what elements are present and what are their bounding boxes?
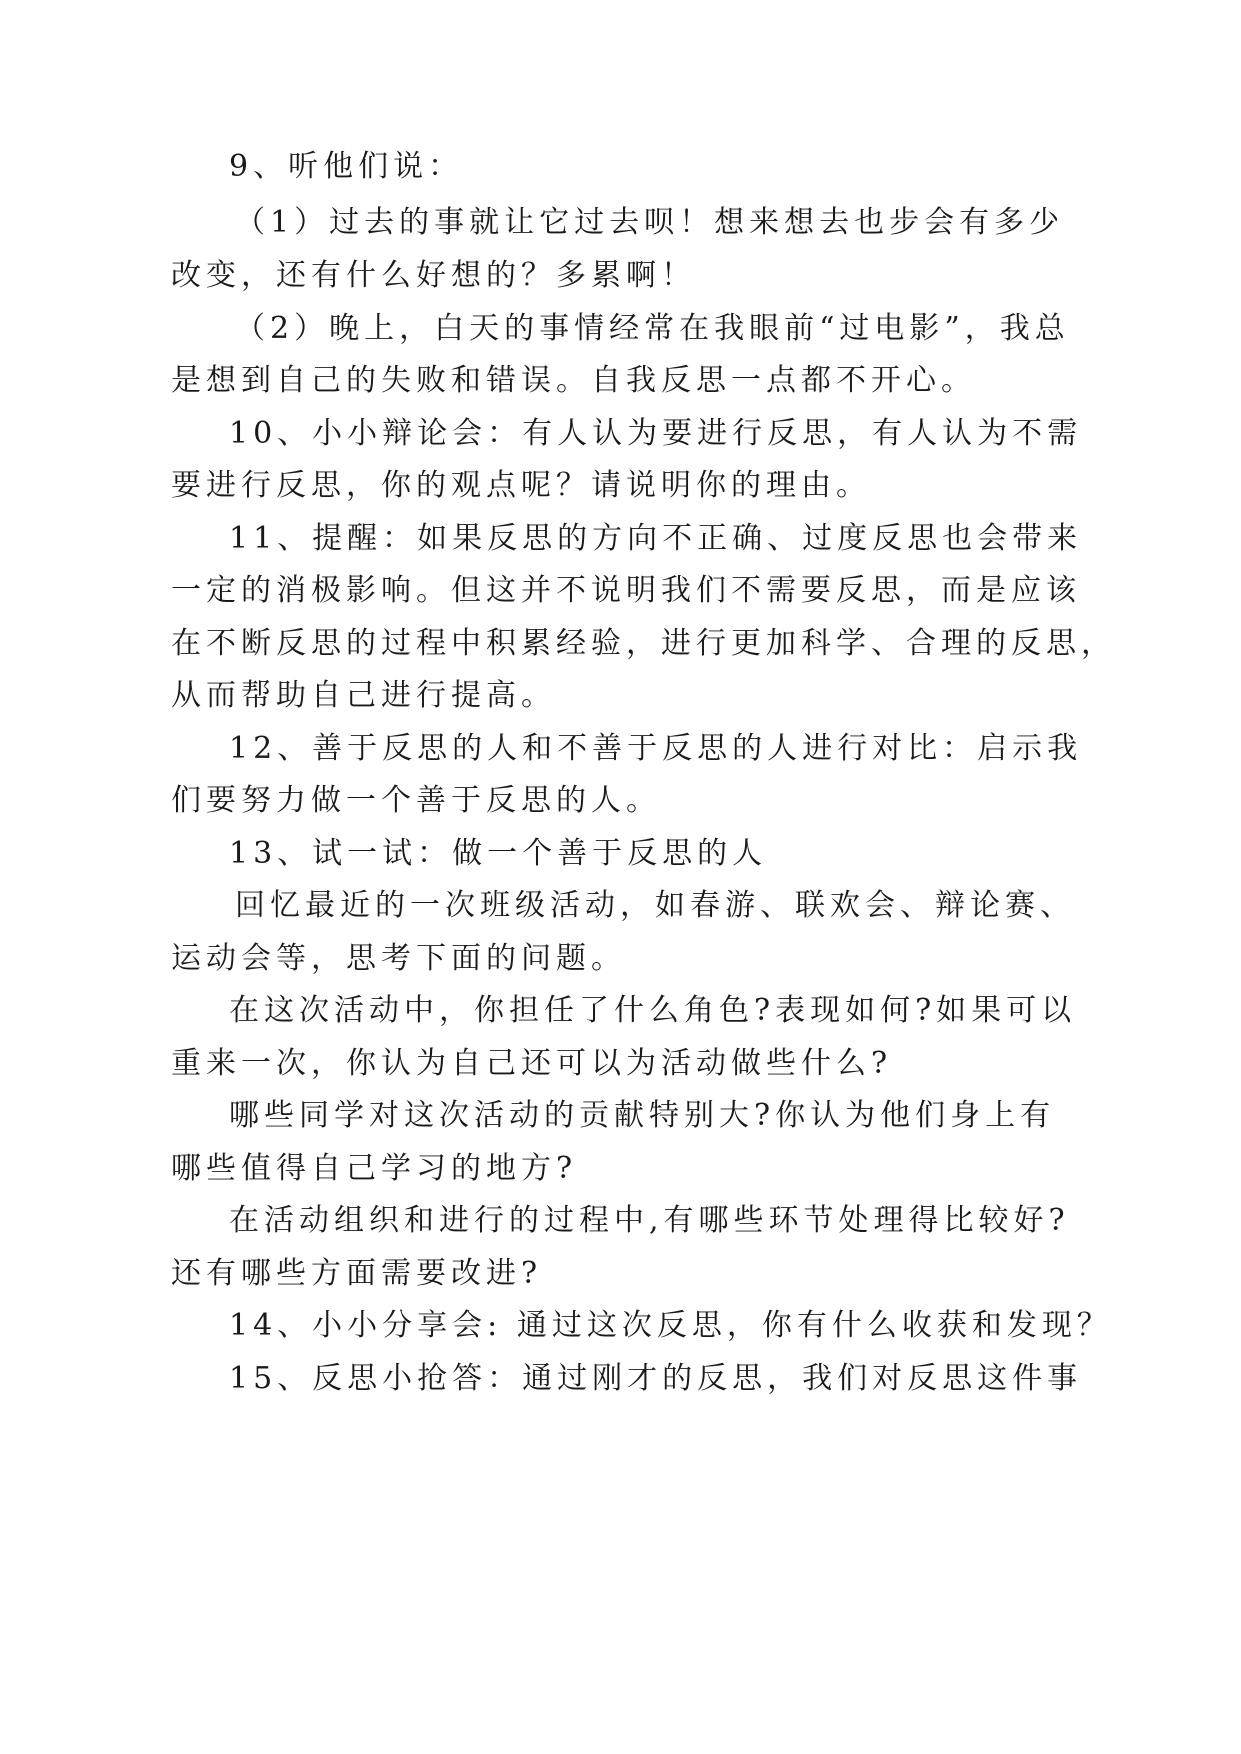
text-line: 在活动组织和进行的过程中,有哪些环节处理得比较好? bbox=[229, 1203, 1070, 1238]
text-line: （1）过去的事就让它过去呗！想来想去也步会有多少 bbox=[235, 205, 1065, 240]
text-line: 14、小小分享会: 通过这次反思，你有什么收获和发现？ bbox=[229, 1308, 1112, 1343]
text-line: 9、听他们说： bbox=[229, 149, 464, 184]
text-line: 重来一次，你认为自己还可以为活动做些什么? bbox=[171, 1046, 893, 1081]
text-line: 一定的消极影响。但这并不说明我们不需要反思，而是应该 bbox=[171, 573, 1081, 608]
text-line: 10、小小辩论会：有人认为要进行反思，有人认为不需 bbox=[229, 416, 1083, 451]
text-line: 在这次活动中，你担任了什么角色?表现如何?如果可以 bbox=[229, 993, 1077, 1028]
text-line: 哪些值得自己学习的地方? bbox=[171, 1151, 578, 1186]
text-line: 是想到自己的失败和错误。自我反思一点都不开心。 bbox=[171, 363, 976, 398]
text-line: 从而帮助自己进行提高。 bbox=[171, 678, 556, 713]
text-line: 在不断反思的过程中积累经验，进行更加科学、合理的反思， bbox=[171, 626, 1116, 661]
text-line: 还有哪些方面需要改进? bbox=[171, 1256, 543, 1291]
text-line: 哪些同学对这次活动的贡献特别大?你认为他们身上有 bbox=[229, 1098, 1056, 1133]
text-line: 15、反思小抢答：通过刚才的反思，我们对反思这件事 bbox=[229, 1361, 1083, 1396]
text-line: 12、善于反思的人和不善于反思的人进行对比：启示我 bbox=[229, 731, 1083, 766]
text-line: （2）晚上，白天的事情经常在我眼前“过电影”，我总 bbox=[235, 311, 1070, 346]
text-line: 运动会等，思考下面的问题。 bbox=[171, 941, 626, 976]
text-line: 13、试一试：做一个善于反思的人 bbox=[229, 836, 768, 871]
text-line: 要进行反思，你的观点呢？请说明你的理由。 bbox=[171, 468, 871, 503]
text-line: 11、提醒：如果反思的方向不正确、过度反思也会带来 bbox=[229, 521, 1083, 556]
text-line: 改变，还有什么好想的？多累啊！ bbox=[171, 258, 696, 293]
text-line: 回忆最近的一次班级活动，如春游、联欢会、辩论赛、 bbox=[235, 888, 1075, 923]
text-line: 们要努力做一个善于反思的人。 bbox=[171, 783, 661, 818]
